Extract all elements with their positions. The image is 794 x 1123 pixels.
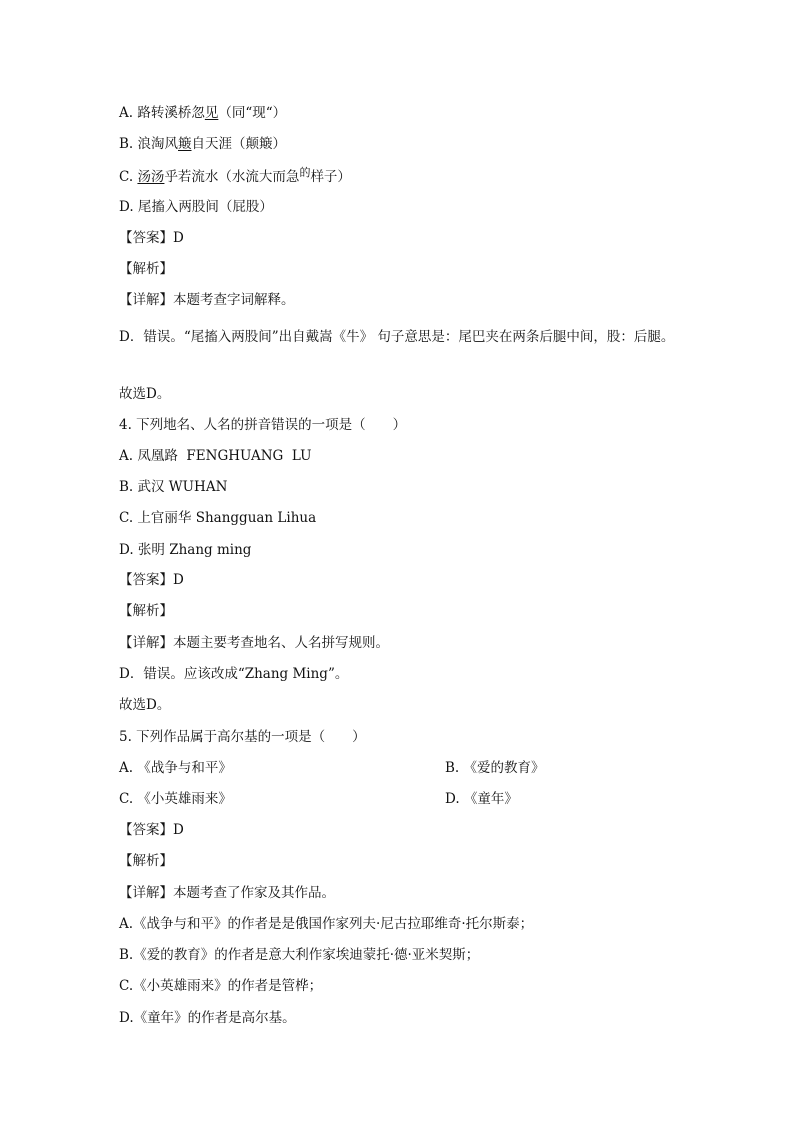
q3-conclusion: 故选D。 (119, 386, 171, 402)
q3-option-a (119, 104, 286, 122)
q4-option-d: D. 张明 Zhang ming (119, 542, 252, 558)
q5-analysis-heading: 【解析】 (119, 853, 173, 869)
q4-detail: 【详解】本题主要考查地名、人名拼写规则。 (119, 635, 389, 651)
q3-option-c-prefix: C. (119, 169, 138, 185)
q3-option-c (119, 168, 351, 187)
q3-option-b (119, 135, 286, 153)
q5-detail: 【详解】本题考查了作家及其作品。 (119, 885, 335, 901)
q5-question: 5. 下列作品属于高尔基的一项是（ ） (119, 729, 366, 745)
q5-option-d: D. 《童年》 (445, 791, 518, 807)
q5-option-a: A. 《战争与和平》 (119, 760, 232, 776)
q3-answer: 【答案】D (119, 230, 184, 246)
q3-option-c-suffix: 样子） (310, 169, 351, 185)
q4-answer: 【答案】D (119, 572, 184, 588)
q3-explanation: D．错误。“尾搐入两股间”出自戴嵩《牛》 句子意思是：尾巴夹在两条后腿中间，股：后腿。 (119, 329, 675, 345)
q3-option-c-middle: 乎若流水（水流大而急 (164, 169, 300, 185)
q5-note-d: D.《童年》的作者是高尔基。 (119, 1010, 296, 1026)
q3-option-b-prefix: B. 浪淘风 (119, 136, 179, 152)
q3-option-b-suffix: 自天涯（颠簸） (191, 136, 287, 152)
q3-option-a-suffix: （同“现“） (218, 105, 287, 121)
q5-note-a: A.《战争与和平》的作者是是俄国作家列夫·尼古拉耶维奇·托尔斯泰； (119, 916, 534, 932)
q3-option-d: D. 尾搐入两股间（屁股） (119, 199, 273, 215)
q5-note-b: B.《爱的教育》的作者是意大利作家埃迪蒙托·德·亚米契斯； (119, 947, 480, 963)
q4-question: 4. 下列地名、人名的拼音错误的一项是（ ） (119, 417, 407, 433)
q3-option-b-underlined-word: 簸 (178, 136, 192, 152)
q5-option-c: C. 《小英雄雨来》 (119, 791, 232, 807)
q4-explanation: D．错误。应该改成“Zhang Ming”。 (119, 666, 349, 682)
q3-option-c-raised-char: 的 (299, 166, 311, 179)
q4-conclusion: 故选D。 (119, 697, 171, 713)
q3-analysis-heading: 【解析】 (119, 261, 173, 277)
q4-option-c: C. 上官丽华 Shangguan Lihua (119, 510, 317, 526)
q4-option-b: B. 武汉 WUHAN (119, 479, 228, 495)
q5-answer: 【答案】D (119, 822, 184, 838)
q5-option-b: B. 《爱的教育》 (445, 760, 545, 776)
q3-option-a-underlined-word: 见 (204, 105, 219, 121)
q3-option-a-prefix: A. 路转溪桥忽 (119, 105, 205, 121)
q3-detail: 【详解】本题考查字词解释。 (119, 292, 295, 308)
q4-analysis-heading: 【解析】 (119, 603, 173, 619)
q4-option-a: A. 凤凰路 FENGHUANG LU (119, 448, 312, 464)
q5-note-c: C.《小英雄雨来》的作者是管桦； (119, 978, 323, 994)
q3-option-c-underlined-word: 汤汤 (137, 169, 165, 185)
